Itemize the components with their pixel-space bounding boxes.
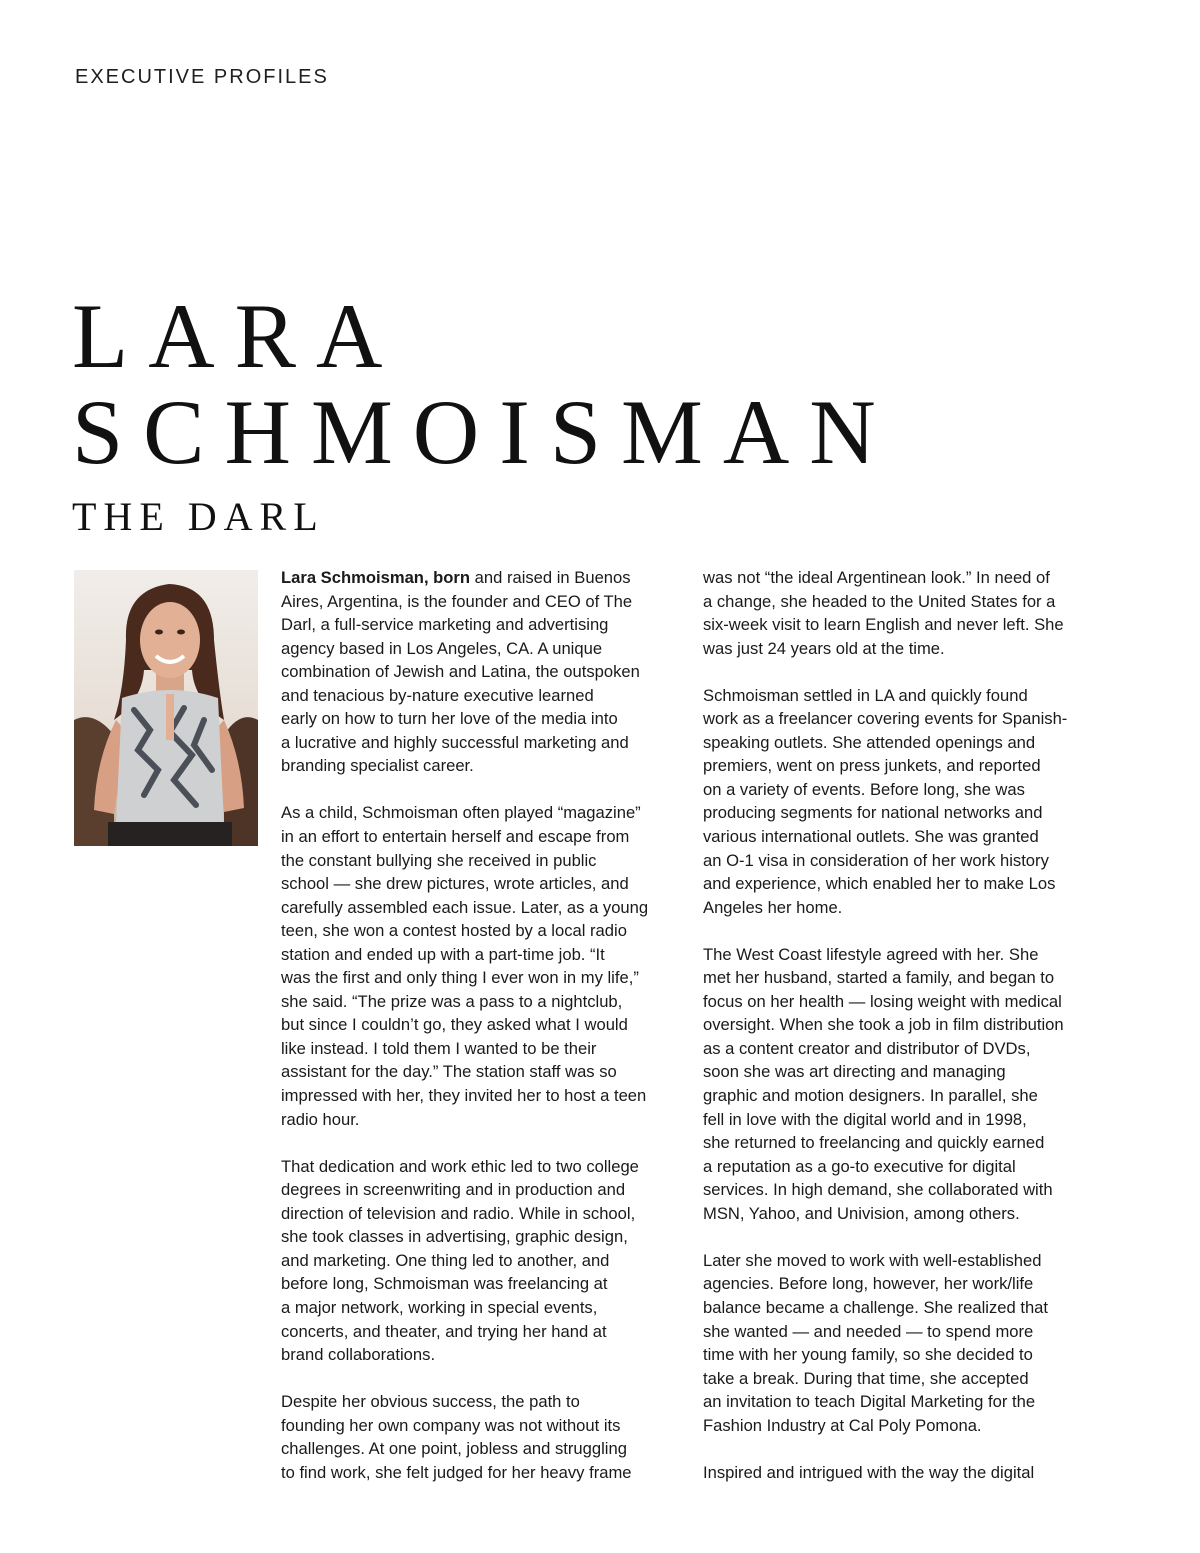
- article-line: As a child, Schmoisman often played “magazine”: [281, 803, 641, 823]
- article-paragraph: [703, 684, 1103, 919]
- article-line: Schmoisman settled in LA and quickly found: [703, 685, 1028, 705]
- article-line: an O-1 visa in consideration of her work history: [703, 850, 1049, 870]
- article-line: she returned to freelancing and quickly earned: [703, 1133, 1045, 1153]
- article-line: was just 24 years old at the time.: [703, 638, 945, 658]
- article-line: she wanted — and needed — to spend more: [703, 1321, 1034, 1341]
- article-line: Later she moved to work with well-established: [703, 1250, 1042, 1270]
- article-column-1: [281, 566, 681, 1508]
- article-line: Darl, a full-service marketing and advertising: [281, 615, 609, 635]
- article-line: soon she was art directing and managing: [703, 1062, 1006, 1082]
- company-name: THE DARL: [72, 494, 325, 539]
- article-column-2: [703, 566, 1103, 1508]
- article-line: The West Coast lifestyle agreed with her. She: [703, 944, 1039, 964]
- article-line: on a variety of events. Before long, she was: [703, 779, 1025, 799]
- article-line: branding specialist career.: [281, 756, 474, 776]
- article-line: station and ended up with a part-time job. “It: [281, 944, 605, 964]
- article-line: six-week visit to learn English and never left. She: [703, 615, 1064, 635]
- article-line: direction of television and radio. While in school,: [281, 1203, 636, 1223]
- article-line: combination of Jewish and Latina, the outspoken: [281, 662, 640, 682]
- article-line: like instead. I told them I wanted to be their: [281, 1038, 597, 1058]
- article-line: concerts, and theater, and trying her hand at: [281, 1321, 607, 1341]
- article-line: producing segments for national networks and: [703, 803, 1043, 823]
- article-paragraph: [281, 1390, 681, 1484]
- article-paragraph: [703, 1249, 1103, 1437]
- article-paragraph: [281, 801, 681, 1131]
- article-line: before long, Schmoisman was freelancing at: [281, 1274, 608, 1294]
- article-paragraph: [703, 943, 1103, 1226]
- article-line: to find work, she felt judged for her heavy frame: [281, 1462, 632, 1482]
- article-paragraph: [281, 1155, 681, 1367]
- article-line: services. In high demand, she collaborated with: [703, 1180, 1053, 1200]
- article-line: but since I couldn’t go, they asked what I would: [281, 1015, 628, 1035]
- article-line: Despite her obvious success, the path to: [281, 1392, 580, 1412]
- article-line: time with her young family, so she decided to: [703, 1345, 1033, 1365]
- article-line: the constant bullying she received in public: [281, 850, 597, 870]
- article-line: various international outlets. She was granted: [703, 827, 1039, 847]
- article-line: and marketing. One thing led to another, and: [281, 1250, 610, 1270]
- article-line: agencies. Before long, however, her work/life: [703, 1274, 1034, 1294]
- article-line: brand collaborations.: [281, 1345, 436, 1365]
- article-line: graphic and motion designers. In parallel, she: [703, 1086, 1038, 1106]
- article-line: radio hour.: [281, 1109, 360, 1129]
- article-line: early on how to turn her love of the media into: [281, 709, 618, 729]
- article-line: Fashion Industry at Cal Poly Pomona.: [703, 1415, 982, 1435]
- article-line: That dedication and work ethic led to two college: [281, 1156, 639, 1176]
- profile-photo: [74, 570, 258, 846]
- article-line: she took classes in advertising, graphic design,: [281, 1227, 628, 1247]
- profile-name-last: SCHMOISMAN: [72, 381, 896, 483]
- article-line: [281, 566, 681, 590]
- profile-name: [72, 285, 896, 483]
- article-line: Aires, Argentina, is the founder and CEO of The: [281, 591, 633, 611]
- article-line: school — she drew pictures, wrote articles, and: [281, 874, 629, 894]
- article-line: Angeles her home.: [703, 897, 843, 917]
- article-line: MSN, Yahoo, and Univision, among others.: [703, 1203, 1020, 1223]
- article-line: a reputation as a go-to executive for digital: [703, 1156, 1016, 1176]
- article-line: take a break. During that time, she accepted: [703, 1368, 1029, 1388]
- article-line: assistant for the day.” The station staff was so: [281, 1062, 617, 1082]
- article-line: in an effort to entertain herself and escape from: [281, 827, 630, 847]
- article-line: and tenacious by-nature executive learned: [281, 685, 594, 705]
- article-line: impressed with her, they invited her to host a teen: [281, 1086, 647, 1106]
- article-line: and experience, which enabled her to make Los: [703, 874, 1056, 894]
- article-line: was the first and only thing I ever won in my life,”: [281, 968, 639, 988]
- article-line: as a content creator and distributor of DVDs,: [703, 1038, 1031, 1058]
- article-line: agency based in Los Angeles, CA. A unique: [281, 638, 603, 658]
- article-line: challenges. At one point, jobless and struggling: [281, 1439, 627, 1459]
- section-label: EXECUTIVE PROFILES: [75, 66, 329, 88]
- article-paragraph: [703, 566, 1103, 660]
- article-line: teen, she won a contest hosted by a local radio: [281, 921, 627, 941]
- article-line: a change, she headed to the United States for a: [703, 591, 1056, 611]
- article-line: a lucrative and highly successful marketing and: [281, 732, 629, 752]
- article-line: met her husband, started a family, and began to: [703, 968, 1055, 988]
- article-line: oversight. When she took a job in film distribution: [703, 1015, 1064, 1035]
- article-paragraph: [703, 1461, 1103, 1485]
- article-line: carefully assembled each issue. Later, as a young: [281, 897, 649, 917]
- article-line: work as a freelancer covering events for Spanish-: [703, 709, 1068, 729]
- article-line: Inspired and intrigued with the way the digital: [703, 1462, 1035, 1482]
- article-line: was not “the ideal Argentinean look.” In need of: [703, 568, 1050, 587]
- article-line: fell in love with the digital world and in 1998,: [703, 1109, 1027, 1129]
- article-line: a major network, working in special events,: [281, 1297, 598, 1317]
- article-line: focus on her health — losing weight with medical: [703, 991, 1062, 1011]
- profile-name-first: LARA: [72, 285, 403, 387]
- article-lead: Lara Schmoisman, born: [281, 568, 471, 587]
- article-line: she said. “The prize was a pass to a nightclub,: [281, 991, 623, 1011]
- article-line: premiers, went on press junkets, and reported: [703, 756, 1041, 776]
- article-line: an invitation to teach Digital Marketing for the: [703, 1392, 1036, 1412]
- article-line: balance became a challenge. She realized that: [703, 1297, 1049, 1317]
- article-line-text: and raised in Buenos: [470, 568, 631, 587]
- article-line: degrees in screenwriting and in production and: [281, 1180, 626, 1200]
- article-line: founding her own company was not without its: [281, 1415, 621, 1435]
- article-paragraph: [281, 566, 681, 778]
- article-line: speaking outlets. She attended openings and: [703, 732, 1036, 752]
